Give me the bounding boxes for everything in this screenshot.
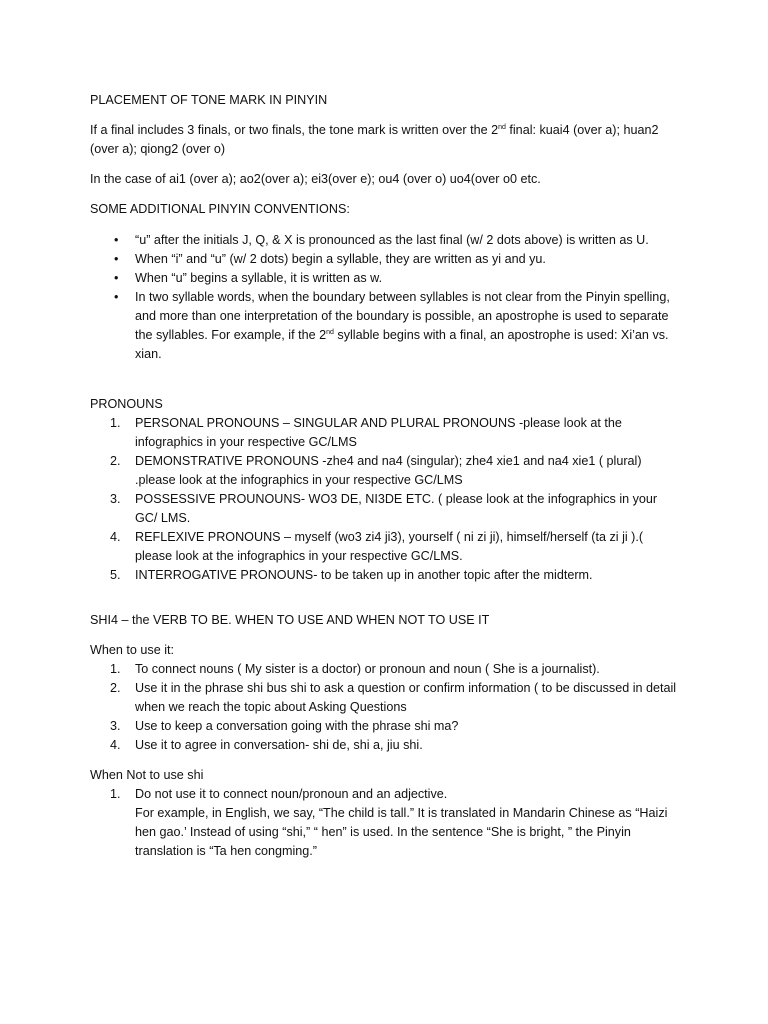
list-item-text: Use it in the phrase shi bus shi to ask a question or confirm information ( to be discussed in detail when we reach the topic about Asking Questions <box>135 681 677 714</box>
list-item <box>90 660 680 679</box>
list-item <box>90 679 680 717</box>
list-item <box>90 452 680 490</box>
rule-text-cont: final: kuai4 (over a); huan2 (over a); qiong2 (over o) <box>90 123 659 156</box>
list-number: 1. <box>110 662 121 676</box>
heading-pronouns: PRONOUNS <box>90 397 163 411</box>
tone-mark-cases-paragraph: In the case of ai1 (over a); ao2(over a); ei3(over e); ou4 (over o) uo4(over o0 etc. <box>90 172 541 186</box>
list-item <box>90 250 680 269</box>
list-number: 4. <box>110 530 121 544</box>
bullet-icon: • <box>114 290 119 304</box>
pronouns-list <box>90 414 680 585</box>
when-not-to-use-list <box>90 785 680 861</box>
rule-text: If a final includes 3 finals, or two finals, the tone mark is written over the 2 <box>90 123 499 137</box>
list-number: 2. <box>110 454 121 468</box>
list-item-text: REFLEXIVE PRONOUNS – myself (wo3 zi4 ji3), yourself ( ni zi ji), himself/herself (ta zi ji ).( please look at the infographics in your respective GC/LMS. <box>135 530 644 563</box>
list-item <box>90 414 680 452</box>
heading-shi: SHI4 – the VERB TO BE. WHEN TO USE AND WHEN NOT TO USE IT <box>90 613 490 627</box>
list-item-text: Use it to agree in conversation- shi de, shi a, jiu shi. <box>135 738 423 752</box>
list-number: 4. <box>110 738 121 752</box>
list-number: 5. <box>110 568 121 582</box>
tone-mark-rule-paragraph <box>90 121 680 159</box>
heading-tone-mark: PLACEMENT OF TONE MARK IN PINYIN <box>90 93 328 107</box>
list-item-example: For example, in English, we say, “The child is tall.” It is translated in Mandarin Chinese as “Haizi hen gao.’ Instead of using “shi,” “ hen” is used. In the sentence “She is bright, ” the Pinyin translation is “Ta hen congming.” <box>135 806 668 858</box>
list-item <box>90 231 680 250</box>
list-item-text: INTERROGATIVE PRONOUNS- to be taken up in another topic after the midterm. <box>135 568 593 582</box>
bullet-icon: • <box>114 271 119 285</box>
list-item <box>90 717 680 736</box>
ordinal-suffix: nd <box>498 123 506 131</box>
list-number: 1. <box>110 416 121 430</box>
ordinal-suffix: nd <box>326 328 334 336</box>
list-number: 3. <box>110 719 121 733</box>
list-number: 2. <box>110 681 121 695</box>
bullet-icon: • <box>114 252 119 266</box>
list-item <box>90 566 680 585</box>
list-item-text: When “i” and “u” (w/ 2 dots) begin a syllable, they are written as yi and yu. <box>135 252 546 266</box>
list-item-text: To connect nouns ( My sister is a doctor) or pronoun and noun ( She is a journalist). <box>135 662 600 676</box>
list-item <box>90 528 680 566</box>
list-number: 1. <box>110 787 121 801</box>
bullet-icon: • <box>114 233 119 247</box>
list-item <box>90 736 680 755</box>
list-number: 3. <box>110 492 121 506</box>
list-item <box>90 785 680 861</box>
list-item-text: In two syllable words, when the boundary between syllables is not clear from the Pinyin spelling, and more than one interpretation of the boundary is possible, an apostrophe is used to separate the syllables. For example, if the 2 <box>135 290 670 342</box>
heading-conventions: SOME ADDITIONAL PINYIN CONVENTIONS: <box>90 202 350 216</box>
list-item-text: Use to keep a conversation going with the phrase shi ma? <box>135 719 459 733</box>
list-item <box>90 490 680 528</box>
list-item-text: POSSESSIVE PROUNOUNS- WO3 DE, NI3DE ETC. ( please look at the infographics in your GC/ LMS. <box>135 492 658 525</box>
when-to-use-list <box>90 660 680 755</box>
list-item <box>90 269 680 288</box>
list-item-text: PERSONAL PRONOUNS – SINGULAR AND PLURAL PRONOUNS -please look at the infographics in your respective GC/LMS <box>135 416 622 449</box>
list-item <box>90 288 680 364</box>
conventions-list <box>90 231 680 364</box>
list-item-text: Do not use it to connect noun/pronoun and an adjective. <box>135 787 448 801</box>
list-item-text: DEMONSTRATIVE PRONOUNS -zhe4 and na4 (singular); zhe4 xie1 and na4 xie1 ( plural) .please look at the infographics in your respective GC/LMS <box>135 454 642 487</box>
heading-when-not-to-use: When Not to use shi <box>90 768 204 782</box>
list-item-text: When “u” begins a syllable, it is written as w. <box>135 271 383 285</box>
heading-when-to-use: When to use it: <box>90 643 174 657</box>
list-item-text-cont: syllable begins with a final, an apostrophe is used: Xi’an vs. xian. <box>135 328 669 361</box>
document-body <box>90 91 680 861</box>
list-item-text: “u” after the initials J, Q, & X is pronounced as the last final (w/ 2 dots above) is written as U. <box>135 233 649 247</box>
